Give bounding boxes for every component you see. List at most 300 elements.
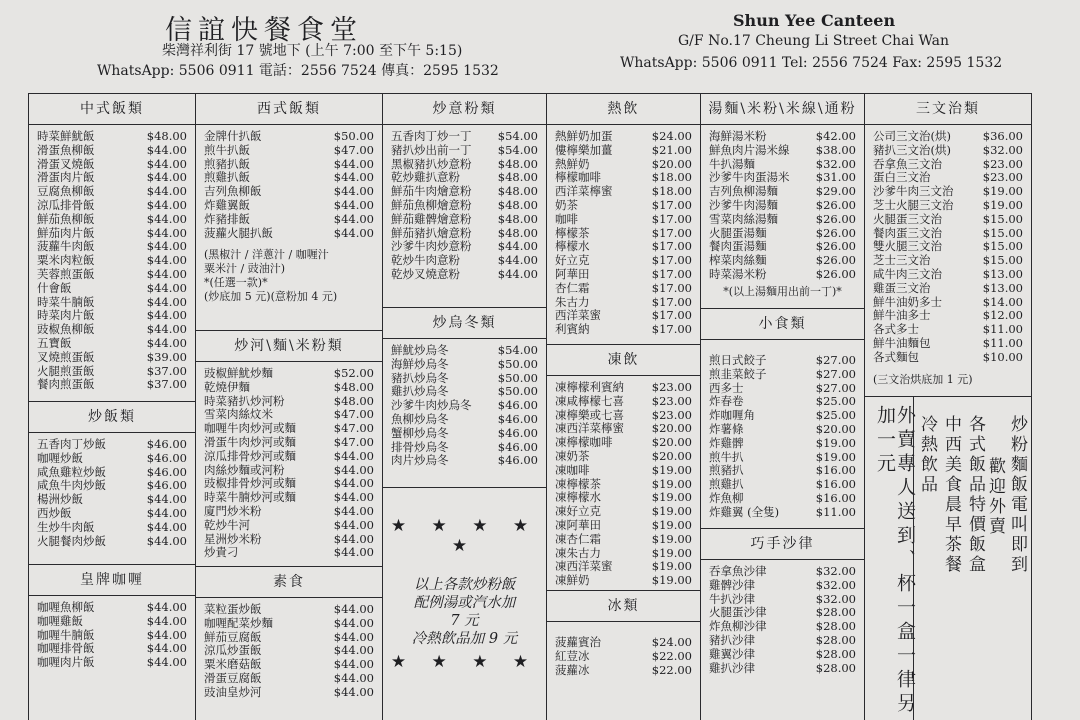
menu-item-price: $25.00 <box>815 408 856 423</box>
menu-item-price: $44.00 <box>146 253 187 268</box>
menu-item-price: $32.00 <box>815 156 856 171</box>
menu-item-name: 豬扒沙律 <box>709 633 755 647</box>
menu-item <box>204 477 374 491</box>
menu-item <box>37 213 187 227</box>
menu-item <box>555 436 692 450</box>
menu-item <box>37 535 187 549</box>
menu-item <box>37 199 187 213</box>
section-title: 巧手沙律 <box>701 529 864 560</box>
menu-item-name: 雙火腿三文治 <box>873 240 942 254</box>
menu-item-name: 檸檬水 <box>555 240 590 254</box>
menu-item-name: 僂檸樂加薑 <box>555 143 613 157</box>
section-sandwich <box>865 94 1031 396</box>
menu-item-name: 五寶飯 <box>37 336 72 350</box>
menu-item-price: $50.00 <box>497 356 538 371</box>
menu-item <box>709 199 856 213</box>
menu-item-price: $48.00 <box>497 156 538 171</box>
section-notices <box>865 396 1031 720</box>
menu-item-price: $44.00 <box>146 641 187 656</box>
menu-item-price: $28.00 <box>815 632 856 647</box>
menu-item <box>37 296 187 310</box>
menu-item-name: 黑椒豬扒炒意粉 <box>391 157 472 171</box>
menu-item-name: 凍奶茶 <box>555 449 590 463</box>
menu-item-price: $19.00 <box>651 573 692 588</box>
menu-item <box>873 227 1023 241</box>
menu-item <box>391 240 538 254</box>
menu-item <box>555 574 692 588</box>
menu-column-6 <box>865 94 1031 720</box>
menu-item <box>555 422 692 436</box>
menu-item <box>873 309 1023 323</box>
menu-item-price: $19.00 <box>651 531 692 546</box>
menu-item-name: 凍檸樂或七喜 <box>555 408 624 422</box>
menu-item-name: 奶茶 <box>555 198 578 212</box>
menu-item-name: 餐肉蛋湯麵 <box>709 240 767 254</box>
menu-item <box>555 254 692 268</box>
menu-item-price: $48.00 <box>497 197 538 212</box>
menu-item-name: 鮮茄魚柳燴意粉 <box>391 198 472 212</box>
menu-item-price: $11.00 <box>815 504 856 519</box>
menu-item <box>204 367 374 381</box>
menu-item-name: 熱鮮奶 <box>555 157 590 171</box>
menu-item-name: 海鮮湯米粉 <box>709 130 767 143</box>
shop-contact-chinese: WhatsApp: 5506 0911 電話：2556 7524 傳真：2595 1532 <box>97 63 499 79</box>
menu-item-name: 鮮茄魚柳飯 <box>37 212 95 226</box>
menu-item <box>37 378 187 392</box>
menu-item <box>873 144 1023 158</box>
menu-item-name: 魚柳炒烏冬 <box>391 412 449 426</box>
menu-item-name: 菠蘿賓治 <box>555 636 601 649</box>
menu-item <box>873 130 1023 144</box>
menu-item-name: 咖喱排骨飯 <box>37 642 95 656</box>
menu-item <box>709 268 856 282</box>
menu-item <box>709 185 856 199</box>
menu-item-name: 肉片炒烏冬 <box>391 454 449 468</box>
menu-item-name: 吉列魚柳飯 <box>204 185 262 199</box>
menu-item-name: 菜粒蛋炒飯 <box>204 603 262 616</box>
menu-item-name: 沙爹牛肉湯麵 <box>709 198 778 212</box>
menu-item-name: 滑蛋牛肉炒河或麵 <box>204 435 296 449</box>
menu-item <box>555 478 692 492</box>
menu-item-price: $44.00 <box>333 684 374 699</box>
section-snacks <box>701 308 864 529</box>
menu-item <box>555 171 692 185</box>
menu-item-price: $28.00 <box>815 646 856 661</box>
menu-item <box>391 254 538 268</box>
section-title: 冰類 <box>547 591 700 622</box>
menu-item-name: 吞拿魚沙律 <box>709 565 767 578</box>
menu-item <box>555 560 692 574</box>
menu-item-name: 火腿蛋三文治 <box>873 212 942 226</box>
section-title: 中式飯類 <box>29 94 195 125</box>
menu-item-name: 豬扒炒出前一丁 <box>391 143 472 157</box>
menu-item <box>555 519 692 533</box>
menu-item-price: $44.00 <box>497 239 538 254</box>
menu-item-name: 咖喱配菜炒麵 <box>204 616 273 630</box>
menu-item-price: $37.00 <box>146 377 187 392</box>
menu-item-price: $44.00 <box>333 225 374 240</box>
menu-item-price: $46.00 <box>146 478 187 493</box>
promo-line-2: 配例湯或汽水加 <box>413 595 516 611</box>
menu-item-price: $32.00 <box>815 591 856 606</box>
menu-item-name: 海鮮炒烏冬 <box>391 357 449 371</box>
menu-item-name: 雞翼沙律 <box>709 647 755 661</box>
section-soup-noodles <box>701 94 864 307</box>
menu-item <box>555 636 692 650</box>
menu-item-name: 吉列魚柳湯麵 <box>709 185 778 199</box>
notice-drinks: 冷熱飲品 <box>917 415 937 495</box>
menu-item-name: 凍檸檬利賓納 <box>555 381 624 394</box>
menu-item-name: 杏仁霜 <box>555 281 590 295</box>
menu-item-price: $44.00 <box>146 170 187 185</box>
menu-item <box>709 464 856 478</box>
menu-item-price: $20.00 <box>815 421 856 436</box>
menu-item-price: $44.00 <box>333 670 374 685</box>
menu-item-price: $50.00 <box>497 384 538 399</box>
menu-item-price: $17.00 <box>651 239 692 254</box>
menu-item-price: $19.00 <box>651 545 692 560</box>
menu-item <box>873 268 1023 282</box>
menu-item <box>391 399 538 413</box>
menu-item-name: 粟米肉粒飯 <box>37 254 95 268</box>
menu-item-name: 餐肉蛋三文治 <box>873 226 942 240</box>
sauce-note-4: (炒底加 5 元)(意粉加 4 元) <box>204 290 338 304</box>
section-title: 炒意粉類 <box>383 94 546 125</box>
menu-item-price: $19.00 <box>651 559 692 574</box>
menu-item-price: $44.00 <box>146 225 187 240</box>
menu-item <box>37 227 187 241</box>
menu-item-name: 楊洲炒飯 <box>37 493 83 507</box>
menu-item-price: $46.00 <box>497 398 538 413</box>
menu-item <box>37 171 187 185</box>
menu-item-name: 牛扒湯麵 <box>709 157 755 171</box>
menu-item-price: $44.00 <box>146 533 187 548</box>
menu-item <box>391 227 538 241</box>
menu-item-price: $15.00 <box>982 239 1023 254</box>
menu-item <box>873 240 1023 254</box>
menu-item-price: $46.00 <box>497 411 538 426</box>
menu-item-price: $25.00 <box>815 394 856 409</box>
menu-item-name: 豬扒三文治(烘) <box>873 143 951 157</box>
menu-item-name: 炸雞髀 <box>709 436 744 450</box>
menu-item-name: 西洋菜檸蜜 <box>555 185 613 199</box>
menu-item <box>709 130 856 144</box>
menu-item-name: 好立克 <box>555 254 590 268</box>
menu-item-name: 鮮牛油麵包 <box>873 336 931 350</box>
menu-item-name: 涼瓜炒蛋飯 <box>204 644 262 658</box>
item-list <box>383 339 546 468</box>
menu-item-price: $20.00 <box>651 421 692 436</box>
menu-item <box>204 395 374 409</box>
menu-item-price: $26.00 <box>815 266 856 281</box>
menu-item <box>873 323 1023 337</box>
menu-item <box>391 213 538 227</box>
menu-item-price: $21.00 <box>651 142 692 157</box>
menu-item-name: 五香肉丁炒一丁 <box>391 130 472 143</box>
menu-item-name: 西多士 <box>709 381 744 395</box>
menu-item-name: 咖喱牛肉炒河或麵 <box>204 422 296 436</box>
menu-item-price: $24.00 <box>651 129 692 143</box>
menu-item-price: $50.00 <box>333 129 374 143</box>
menu-item-price: $23.00 <box>651 393 692 408</box>
menu-item-name: 涼瓜排骨炒河或麵 <box>204 449 296 463</box>
menu-item-price: $19.00 <box>815 449 856 464</box>
menu-item <box>709 354 856 368</box>
menu-item <box>709 593 856 607</box>
menu-item <box>37 130 187 144</box>
item-list <box>383 125 546 282</box>
menu-item <box>391 199 538 213</box>
menu-item-price: $15.00 <box>982 211 1023 226</box>
menu-item-name: 煎牛扒 <box>709 450 744 464</box>
menu-item-name: 沙爹牛肉炒烏冬 <box>391 399 472 413</box>
menu-item <box>204 158 374 172</box>
item-list <box>547 622 700 677</box>
notice-phone-order: 炒粉麵飯電叫即到 <box>1007 415 1027 575</box>
menu-item-name: 凍鮮奶 <box>555 574 590 588</box>
menu-item-price: $16.00 <box>815 490 856 505</box>
item-list <box>701 125 864 282</box>
menu-item <box>204 672 374 686</box>
menu-item-price: $44.00 <box>333 629 374 644</box>
notice-rice: 各式飯品特價飯盒 <box>965 415 985 575</box>
menu-item-price: $44.00 <box>146 519 187 534</box>
menu-item-name: 沙爹牛肉炒意粉 <box>391 240 472 254</box>
menu-item-name: 凍檸檬茶 <box>555 477 601 491</box>
menu-item-name: 時菜豬扒炒河粉 <box>204 394 285 408</box>
menu-item <box>391 185 538 199</box>
menu-item <box>37 323 187 337</box>
menu-item-price: $44.00 <box>146 322 187 337</box>
menu-item-price: $19.00 <box>815 435 856 450</box>
menu-item <box>37 601 187 615</box>
menu-item-price: $14.00 <box>982 294 1023 309</box>
menu-item-name: 菠蘿牛肉飯 <box>37 240 95 254</box>
menu-item <box>37 452 187 466</box>
menu-item-price: $44.00 <box>146 239 187 254</box>
menu-item <box>37 144 187 158</box>
menu-item-price: $44.00 <box>333 184 374 199</box>
menu-item <box>709 579 856 593</box>
menu-item-name: 咖啡 <box>555 212 578 226</box>
promo-line-3: 7 元 <box>450 613 479 629</box>
menu-item-price: $19.00 <box>982 184 1023 199</box>
menu-item <box>204 213 374 227</box>
menu-item <box>555 450 692 464</box>
menu-item-price: $47.00 <box>333 407 374 422</box>
menu-item <box>391 413 538 427</box>
menu-item-name: 凍咸檸檬七喜 <box>555 394 624 408</box>
menu-item-name: 檸檬咖啡 <box>555 171 601 185</box>
menu-item-name: 凍檸檬咖啡 <box>555 436 613 450</box>
menu-item-price: $44.00 <box>333 170 374 185</box>
menu-item-price: $23.00 <box>651 407 692 422</box>
menu-item-price: $44.00 <box>146 142 187 157</box>
section-title: 素食 <box>196 567 382 598</box>
menu-item-name: 雞扒沙律 <box>709 661 755 675</box>
menu-item <box>204 199 374 213</box>
menu-item <box>37 656 187 670</box>
menu-item-name: 凍西洋菜檸蜜 <box>555 422 624 436</box>
menu-item-price: $44.00 <box>146 627 187 642</box>
menu-column-3 <box>383 94 547 720</box>
section-cold-drinks <box>547 344 700 590</box>
menu-item-price: $44.00 <box>333 545 374 560</box>
menu-item <box>873 158 1023 172</box>
menu-item-price: $48.00 <box>333 379 374 394</box>
menu-item-name: 滑蛋叉燒飯 <box>37 157 95 171</box>
menu-item <box>873 171 1023 185</box>
menu-item <box>873 199 1023 213</box>
menu-item-price: $18.00 <box>651 184 692 199</box>
menu-item-name: 餐肉煎蛋飯 <box>37 378 95 392</box>
menu-item <box>873 351 1023 365</box>
menu-item <box>555 144 692 158</box>
menu-item-name: 沙爹牛肉三文治 <box>873 185 954 199</box>
menu-item-price: $46.00 <box>497 425 538 440</box>
menu-item-price: $20.00 <box>651 156 692 171</box>
menu-item-price: $44.00 <box>146 197 187 212</box>
menu-item-name: 芙蓉煎蛋飯 <box>37 267 95 281</box>
menu-item-price: $48.00 <box>333 393 374 408</box>
menu-item <box>709 506 856 520</box>
section-vegetarian <box>196 566 382 720</box>
menu-item-name: 乾炒牛河 <box>204 518 250 532</box>
menu-item-name: 凍朱古力 <box>555 546 601 560</box>
menu-item-price: $20.00 <box>651 435 692 450</box>
menu-item <box>709 662 856 676</box>
shop-address-chinese: 柴灣祥利街 17 號地下 (上午 7:00 至下午 5:15) <box>162 43 463 59</box>
menu-item-price: $47.00 <box>333 142 374 157</box>
menu-item-name: 豉油皇炒河 <box>204 685 262 699</box>
menu-column-1 <box>29 94 196 720</box>
menu-item-price: $17.00 <box>651 253 692 268</box>
menu-item <box>555 381 692 395</box>
menu-item-name: 時菜牛腩炒河或麵 <box>204 491 296 505</box>
menu-item-name: 乾燒伊麵 <box>204 380 250 394</box>
menu-item <box>391 144 538 158</box>
menu-item-name: 乾炒雞扒意粉 <box>391 171 460 185</box>
item-list <box>547 376 700 588</box>
menu-item-name: 火腿蛋沙律 <box>709 606 767 620</box>
section-udon <box>383 307 546 488</box>
menu-item-price: $44.00 <box>146 655 187 670</box>
sandwich-note: (三文治烘底加 1 元) <box>873 372 973 386</box>
menu-item-name: 肉絲炒麵或河粉 <box>204 463 285 477</box>
menu-item-price: $27.00 <box>815 380 856 395</box>
menu-item-name: 生炒牛肉飯 <box>37 520 95 534</box>
menu-item-name: 豬扒炒烏冬 <box>391 371 449 385</box>
menu-item <box>555 650 692 664</box>
menu-item <box>204 686 374 700</box>
item-list <box>865 125 1031 365</box>
menu-item-name: 鮮茄肉片飯 <box>37 226 95 240</box>
menu-item-price: $26.00 <box>815 239 856 254</box>
menu-item-price: $23.00 <box>982 156 1023 171</box>
menu-item <box>204 450 374 464</box>
menu-item-price: $44.00 <box>146 505 187 520</box>
menu-item-price: $12.00 <box>982 308 1023 323</box>
menu-item-name: 雞蛋三文治 <box>873 281 931 295</box>
menu-item-name: 沙爹牛肉蛋湯米 <box>709 171 790 185</box>
menu-item-price: $44.00 <box>146 280 187 295</box>
menu-item-name: 炸魚柳 <box>709 491 744 505</box>
menu-item-name: 炸咖喱角 <box>709 409 755 423</box>
menu-item-name: 菠蘿冰 <box>555 663 590 677</box>
menu-item-name: 火腿蛋湯麵 <box>709 226 767 240</box>
section-fried-rice <box>29 401 195 564</box>
menu-item-name: 時菜鮮魷飯 <box>37 130 95 143</box>
menu-item <box>709 254 856 268</box>
menu-item <box>37 479 187 493</box>
menu-item-price: $44.00 <box>146 156 187 171</box>
section-title: 凍飲 <box>547 345 700 376</box>
menu-item <box>709 213 856 227</box>
section-promo <box>383 487 546 720</box>
menu-item <box>37 240 187 254</box>
menu-item-price: $27.00 <box>815 353 856 367</box>
menu-item-name: 咖喱雞飯 <box>37 614 83 628</box>
menu-item-name: 炸魚柳沙律 <box>709 620 767 634</box>
menu-item <box>37 629 187 643</box>
sauce-note-1: (黑椒汁 / 洋蔥汁 / 咖喱汁 <box>204 248 329 262</box>
menu-item-name: 煎牛扒飯 <box>204 143 250 157</box>
menu-item-price: $32.00 <box>815 577 856 592</box>
menu-item-name: 咖喱肉片飯 <box>37 656 95 670</box>
menu-item-price: $31.00 <box>815 170 856 185</box>
menu-item-price: $44.00 <box>333 657 374 672</box>
menu-item-price: $22.00 <box>651 662 692 677</box>
menu-item <box>555 464 692 478</box>
menu-item-name: 凍杏仁霜 <box>555 532 601 546</box>
menu-item-name: 什會飯 <box>37 281 72 295</box>
menu-item-name: 凍西洋菜蜜 <box>555 560 613 574</box>
menu-item <box>391 454 538 468</box>
menu-item-price: $48.00 <box>497 211 538 226</box>
menu-item-name: 廈門炒米粉 <box>204 504 262 518</box>
menu-item <box>204 519 374 533</box>
menu-item-price: $44.00 <box>333 462 374 477</box>
menu-item <box>204 436 374 450</box>
menu-item <box>873 254 1023 268</box>
menu-item-price: $19.00 <box>651 476 692 491</box>
menu-item-price: $46.00 <box>497 453 538 468</box>
menu-item-price: $32.00 <box>982 142 1023 157</box>
menu-item-price: $19.00 <box>651 517 692 532</box>
menu-item <box>709 382 856 396</box>
menu-item-price: $44.00 <box>146 184 187 199</box>
item-list <box>547 125 700 337</box>
section-noodles <box>196 330 382 567</box>
menu-item-name: 凍檸檬水 <box>555 491 601 505</box>
menu-item <box>709 144 856 158</box>
section-title: 皇牌咖喱 <box>29 565 195 596</box>
menu-item-name: 咸牛肉三文治 <box>873 267 942 281</box>
menu-item-price: $44.00 <box>333 615 374 630</box>
menu-item-name: 時菜湯米粉 <box>709 267 767 281</box>
menu-item-name: 咸魚雞粒炒飯 <box>37 465 106 479</box>
menu-item-price: $44.00 <box>146 308 187 323</box>
promo-line-1: 以上各款炒粉飯 <box>413 577 516 593</box>
menu-item <box>709 478 856 492</box>
menu-item-price: $24.00 <box>651 635 692 649</box>
menu-item <box>391 268 538 282</box>
menu-item <box>709 171 856 185</box>
section-title: 炒烏冬類 <box>383 308 546 339</box>
menu-item-price: $23.00 <box>651 380 692 394</box>
menu-item <box>37 282 187 296</box>
menu-item-name: 咖喱魚柳飯 <box>37 601 95 614</box>
